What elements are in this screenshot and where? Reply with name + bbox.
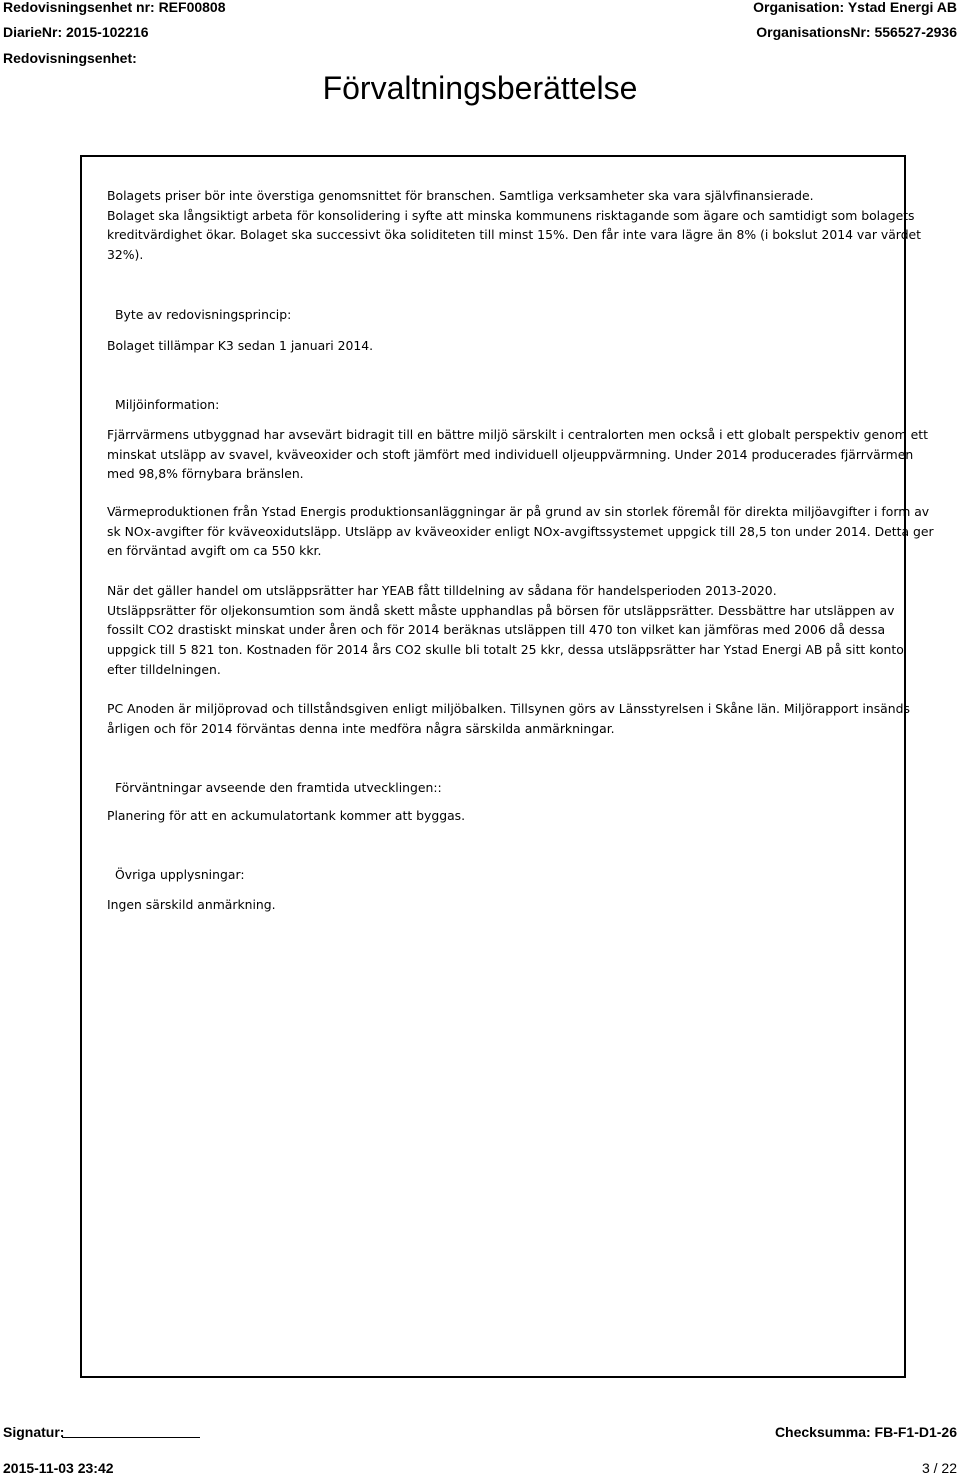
miljo-paragraph-2 [107,502,934,561]
checksum: Checksumma: FB-F1-D1-26 [774,1424,957,1440]
text-line: årligen och för 2014 förväntas denna inte medföra några särskilda anmärkningar. [107,720,615,736]
section-heading-redovisning: Byte av redovisningsprincip: [115,307,292,322]
timestamp: 2015-11-03 23:42 [3,1460,114,1476]
miljo-paragraph-3 [107,581,904,680]
text-line: kreditvärdighet ökar. Bolaget ska successivt öka soliditeten till minst 15%. Den får inte vara lägre än 8% (i bokslut 2014 var värdet [107,227,922,243]
text-line: en förväntad avgift om ca 550 kkr. [107,543,322,559]
framtid-text [107,806,897,826]
text-line: Ingen särskild anmärkning. [107,897,276,912]
organisation-number: OrganisationsNr: 556527-2936 [756,24,957,40]
text-line: Värmeproduktionen från Ystad Energis produktionsanläggningar är på grund av sin storlek föremål för direkta miljöavgifter i form av [107,504,930,519]
text-line: minskat utsläpp av svavel, kväveoxider och stoft jämfört med individuell oljeuppvärmning. Under 2014 producerades fjärrvärmen [107,446,914,462]
section-heading-framtid: Förväntningar avseende den framtida utvecklingen:: [115,780,442,795]
page-title: Förvaltningsberättelse [322,70,638,106]
text-line: PC Anoden är miljöprovad och tillståndsgiven enligt miljöbalken. Tillsynen görs av Länsstyrelsen i Skåne län. Miljörapport insänds [107,701,910,716]
section-heading-miljo: Miljöinformation: [115,397,220,412]
text-line: Bolaget ska långsiktigt arbeta för konsolidering i syfte att minska kommunens risktagande som ägare och samtidigt som bolagets [107,207,915,223]
text-line: uppgick till 5 821 ton. Kostnaden för 2014 års CO2 skulle bli totalt 25 kkr, dessa utsläppsrätter har Ystad Energi AB på sitt konto [107,642,904,658]
section-heading-ovriga: Övriga upplysningar: [115,867,245,882]
unit-number: Redovisningsenhet nr: REF00808 [3,0,226,15]
text-line: 32%). [107,247,144,263]
text-line: Utsläppsrätter för oljekonsumtion som ändå skett måste upphandlas på börsen för utsläppsrätter. Dessbättre har utsläppen av [107,602,895,618]
intro-paragraph [107,186,922,265]
text-line: När det gäller handel om utsläppsrätter har YEAB fått tilldelning av sådana för handelsperioden 2013-2020. [107,583,777,598]
miljo-paragraph-1 [107,425,928,484]
reporting-unit: Redovisningsenhet: [3,50,137,66]
redovisning-text [107,336,897,356]
text-line: efter tilldelningen. [107,661,221,677]
text-line: Planering för att en ackumulatortank kommer att byggas. [107,808,466,823]
text-line: Bolagets priser bör inte överstiga genomsnittet för branschen. Samtliga verksamheter ska vara självfinansierade. [107,188,814,203]
text-line: med 98,8% förnybara bränslen. [107,466,304,482]
organisation: Organisation: Ystad Energi AB [753,0,957,15]
miljo-paragraph-4 [107,699,910,738]
page-number: 3 / 22 [921,1460,957,1476]
text-line: Fjärrvärmens utbyggnad har avsevärt bidragit till en bättre miljö särskilt i centralorten men också i ett globalt perspektiv genom ett [107,427,928,442]
signature-line [62,1437,200,1438]
diarie-number: DiarieNr: 2015-102216 [3,24,149,40]
signature-label: Signatur: [3,1424,65,1440]
text-line: Bolaget tillämpar K3 sedan 1 januari 2014. [107,338,374,353]
text-line: fossilt CO2 drastiskt minskat under åren och för 2014 beräknas utsläppen till 470 ton vilket kan jämföras med 2006 då dessa [107,622,886,638]
text-line: sk NOx-avgifter för kväveoxidutsläpp. Utsläpp av kväveoxider enligt NOx-avgiftssystemet uppgick till 28,5 ton under 2014. Detta ger [107,523,934,539]
ovriga-text [107,895,897,915]
